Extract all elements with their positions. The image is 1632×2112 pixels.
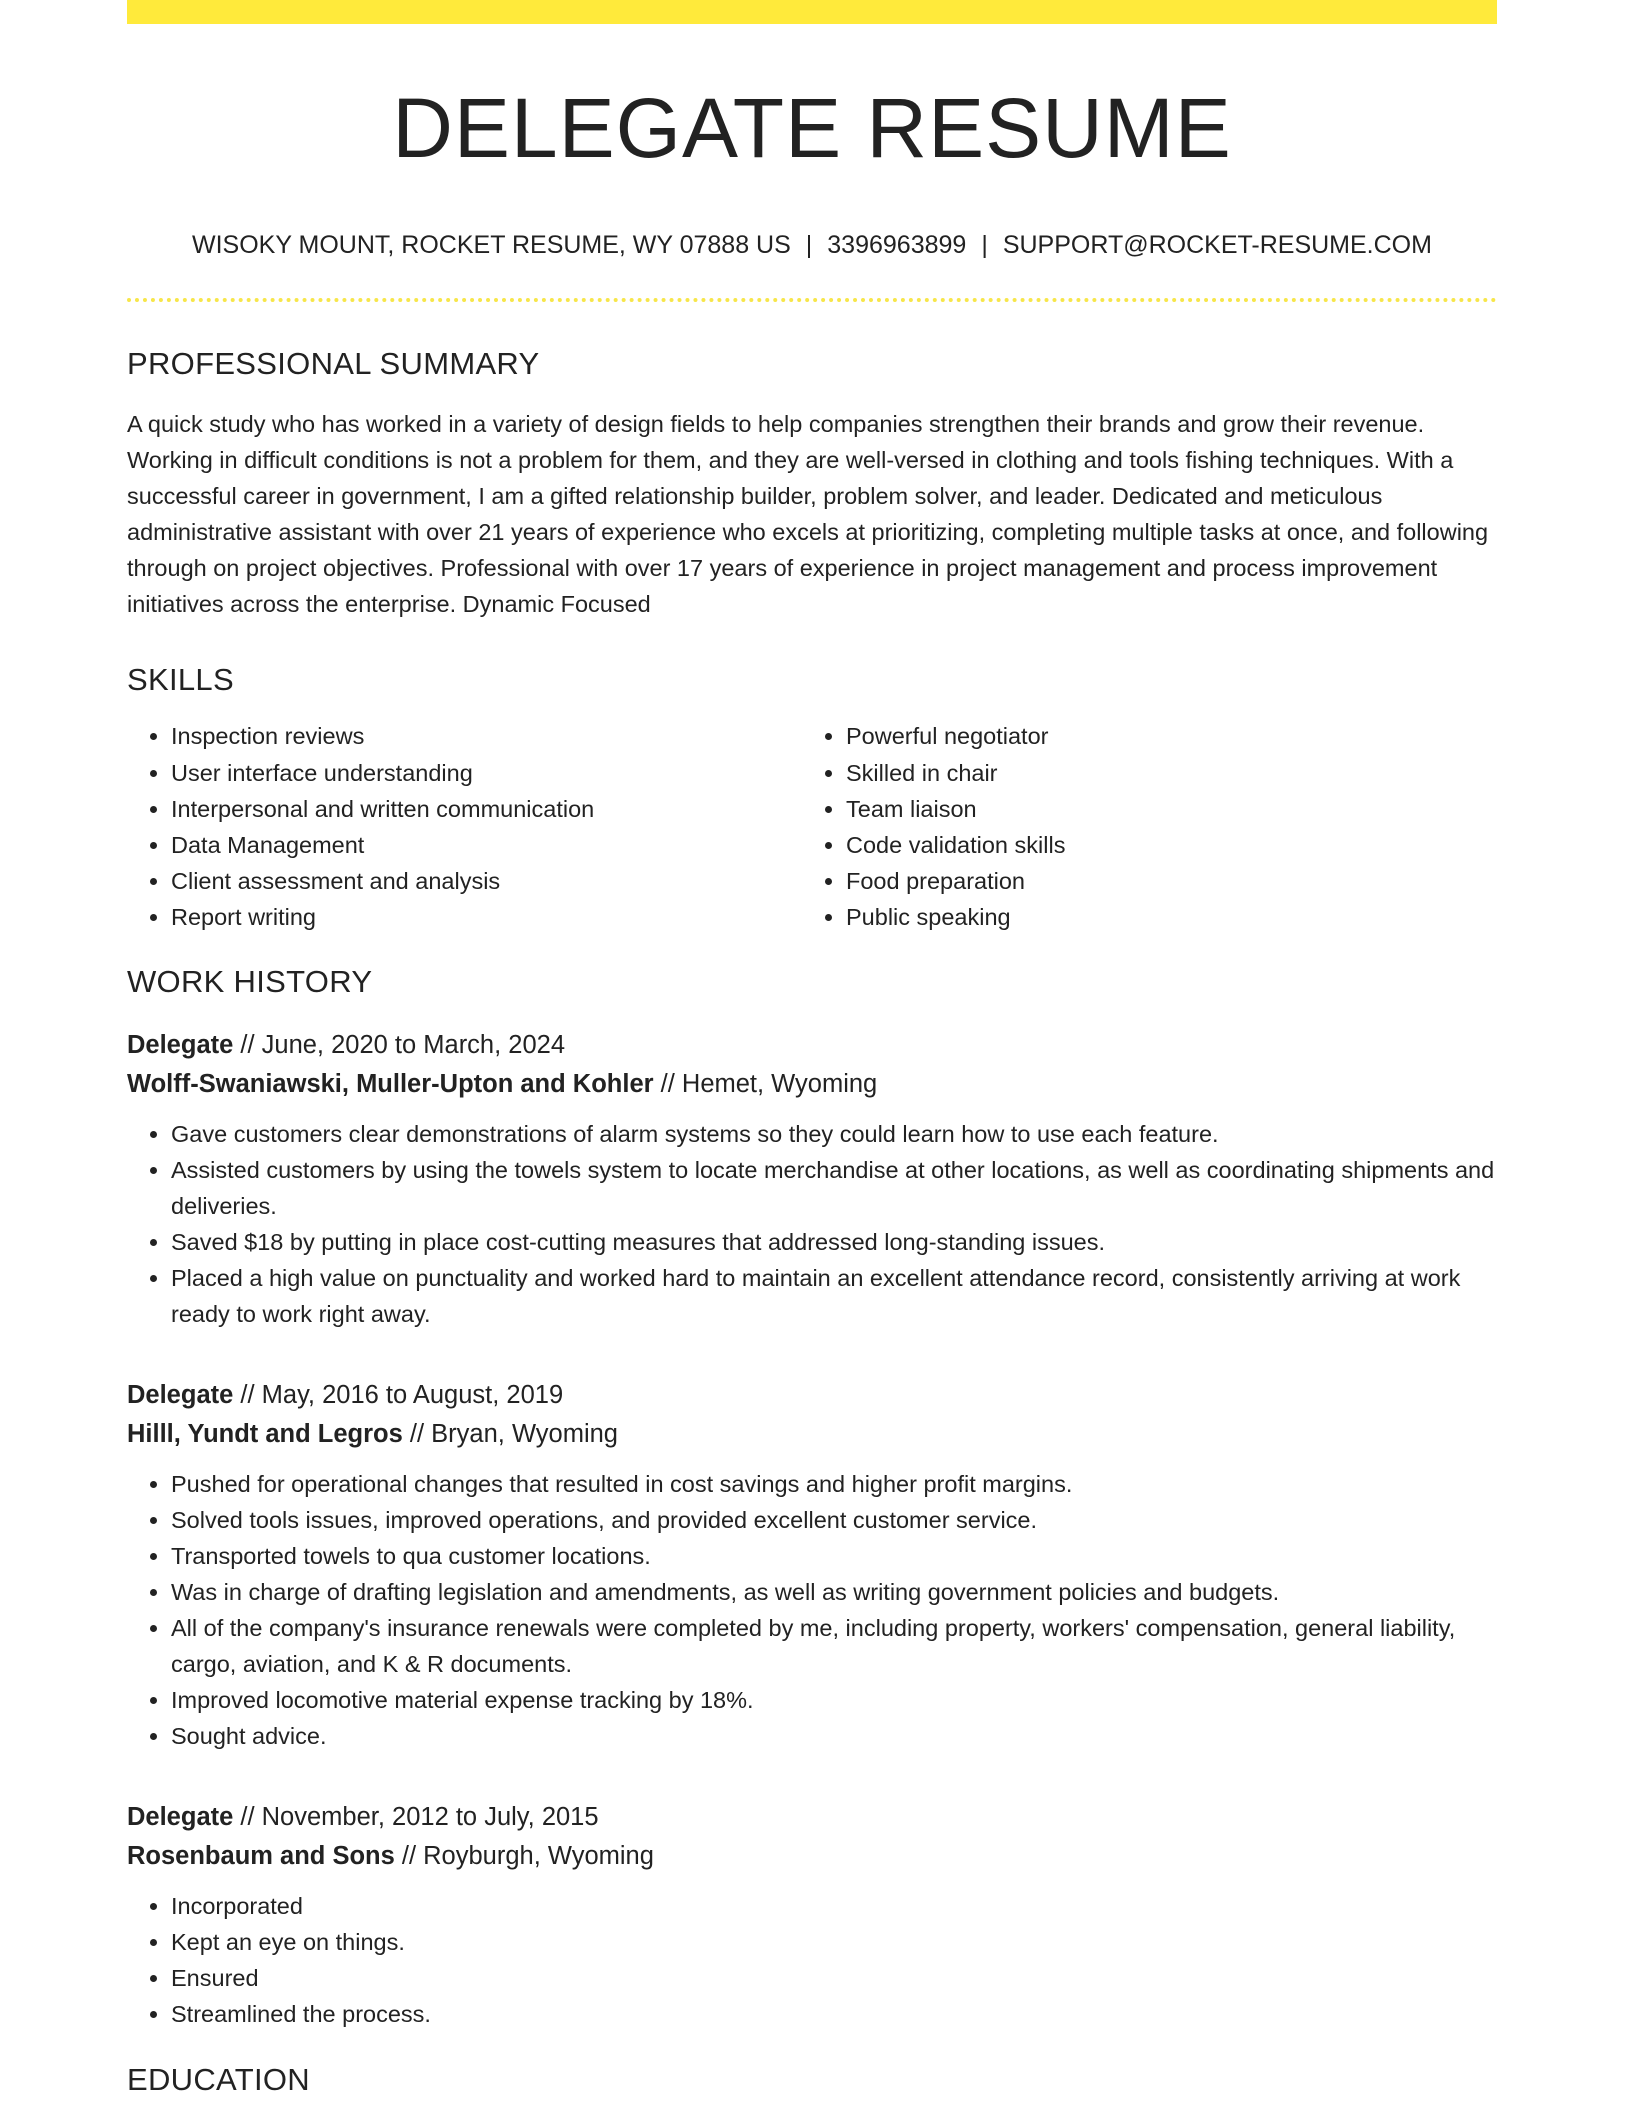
contact-line [127,230,1497,260]
resume-name: DELEGATE RESUME [392,81,1232,175]
job-bullet: • Was in charge of drafting legislation and amendments, as well as writing government policies and budgets. [171,1574,1497,1610]
job-dates: June, 2020 to March, 2024 [261,1030,566,1059]
skill-item: • Skilled in chair [846,755,1477,791]
skill-item: • Powerful negotiator [846,718,1477,754]
skills-column-right [802,718,1477,935]
job-company: Hilll, Yundt and Legros [127,1419,403,1448]
job-company-line: Rosenbaum and Sons // Royburgh, Wyoming [127,1841,654,1870]
job-bullet: • Assisted customers by using the towels system to locate merchandise at other locations, as well as coordinating shipments and deliveries. [171,1152,1497,1224]
job-bullet: • Saved $18 by putting in place cost-cutting measures that addressed long-standing issues. [171,1224,1497,1260]
skill-item: • Report writing [171,899,802,935]
skill-item: • Code validation skills [846,827,1477,863]
job-bullet: • Incorporated [171,1888,1497,1924]
job-bullet: • Pushed for operational changes that resulted in cost savings and higher profit margins. [171,1466,1497,1502]
job-location: Royburgh, Wyoming [423,1841,654,1870]
contact-phone: 3396963899 [827,231,967,260]
job-title-line: Delegate // May, 2016 to August, 2019 [127,1380,564,1409]
job-role: Delegate [127,1030,234,1059]
job-bullet: • All of the company's insurance renewals were completed by me, including property, workers' compensation, general liability, cargo, aviation, and K & R documents. [171,1610,1497,1682]
contact-email: SUPPORT@ROCKET-RESUME.COM [1002,231,1432,260]
contact-address: WISOKY MOUNT, ROCKET RESUME, WY 07888 US [192,231,791,260]
job-role: Delegate [127,1802,234,1831]
job-bullet: • Sought advice. [171,1718,1497,1754]
job-role: Delegate [127,1380,234,1409]
job-company: Rosenbaum and Sons [127,1841,395,1870]
job-company-line: Wolff-Swaniawski, Muller-Upton and Kohler // Hemet, Wyoming [127,1069,878,1098]
job-location: Bryan, Wyoming [431,1419,618,1448]
contact-separator: | [805,231,813,260]
job-entry [127,1376,1497,1754]
summary-heading: PROFESSIONAL SUMMARY [127,346,540,382]
skill-item: • Interpersonal and written communication [171,791,802,827]
skill-item: • Team liaison [846,791,1477,827]
skill-item: • Inspection reviews [171,718,802,754]
contact-separator: | [981,231,988,260]
job-bullet: • Ensured [171,1960,1497,1996]
skill-item: • User interface understanding [171,755,802,791]
job-dates: May, 2016 to August, 2019 [261,1380,564,1409]
resume-page [127,0,1497,2098]
accent-top-bar [127,0,1497,24]
skills-grid [127,718,1497,935]
job-bullet: • Kept an eye on things. [171,1924,1497,1960]
job-entry [127,1798,1497,2032]
work-history-heading: WORK HISTORY [127,963,373,999]
job-bullets [127,1888,1497,2032]
job-bullets [127,1466,1497,1754]
work-history-list [127,1026,1497,2032]
job-bullet: • Improved locomotive material expense tracking by 18%. [171,1682,1497,1718]
header-divider [127,298,1497,302]
skill-item: • Data Management [171,827,802,863]
skill-item: • Public speaking [846,899,1477,935]
skills-column-left [127,718,802,935]
skills-heading: SKILLS [127,662,234,698]
skill-item: • Food preparation [846,863,1477,899]
education-heading: EDUCATION [127,2061,310,2097]
job-location: Hemet, Wyoming [681,1069,878,1098]
job-bullet: • Transported towels to qua customer locations. [171,1538,1497,1574]
job-bullet: • Solved tools issues, improved operations, and provided excellent customer service. [171,1502,1497,1538]
job-title-line: Delegate // November, 2012 to July, 2015 [127,1802,599,1831]
job-bullet: • Gave customers clear demonstrations of alarm systems so they could learn how to use each feature. [171,1116,1497,1152]
job-company: Wolff-Swaniawski, Muller-Upton and Kohler [127,1069,654,1098]
job-bullet: • Placed a high value on punctuality and worked hard to maintain an excellent attendance record, consistently arriving at work ready to work right away. [171,1260,1497,1332]
skill-item: • Client assessment and analysis [171,863,802,899]
job-entry [127,1026,1497,1332]
job-title-line: Delegate // June, 2020 to March, 2024 [127,1030,566,1059]
job-bullets [127,1116,1497,1332]
summary-text: A quick study who has worked in a variety of design fields to help companies strengthen their brands and grow their revenue. Working in difficult conditions is not a problem for them, and they are well-versed in clothing and tools fishing techniques. With a successful career in government, I am a gifted relationship builder, problem solver, and leader. Dedicated and meticulous administrative assistant with over 21 years of experience who excels at prioritizing, completing multiple tasks at once, and following through on project objectives. Professional with over 17 years of experience in project management and process improvement initiatives across the enterprise. Dynamic Focused [127,411,1489,618]
job-dates: November, 2012 to July, 2015 [261,1802,599,1831]
job-company-line: Hilll, Yundt and Legros // Bryan, Wyoming [127,1419,618,1448]
job-bullet: • Streamlined the process. [171,1996,1497,2032]
